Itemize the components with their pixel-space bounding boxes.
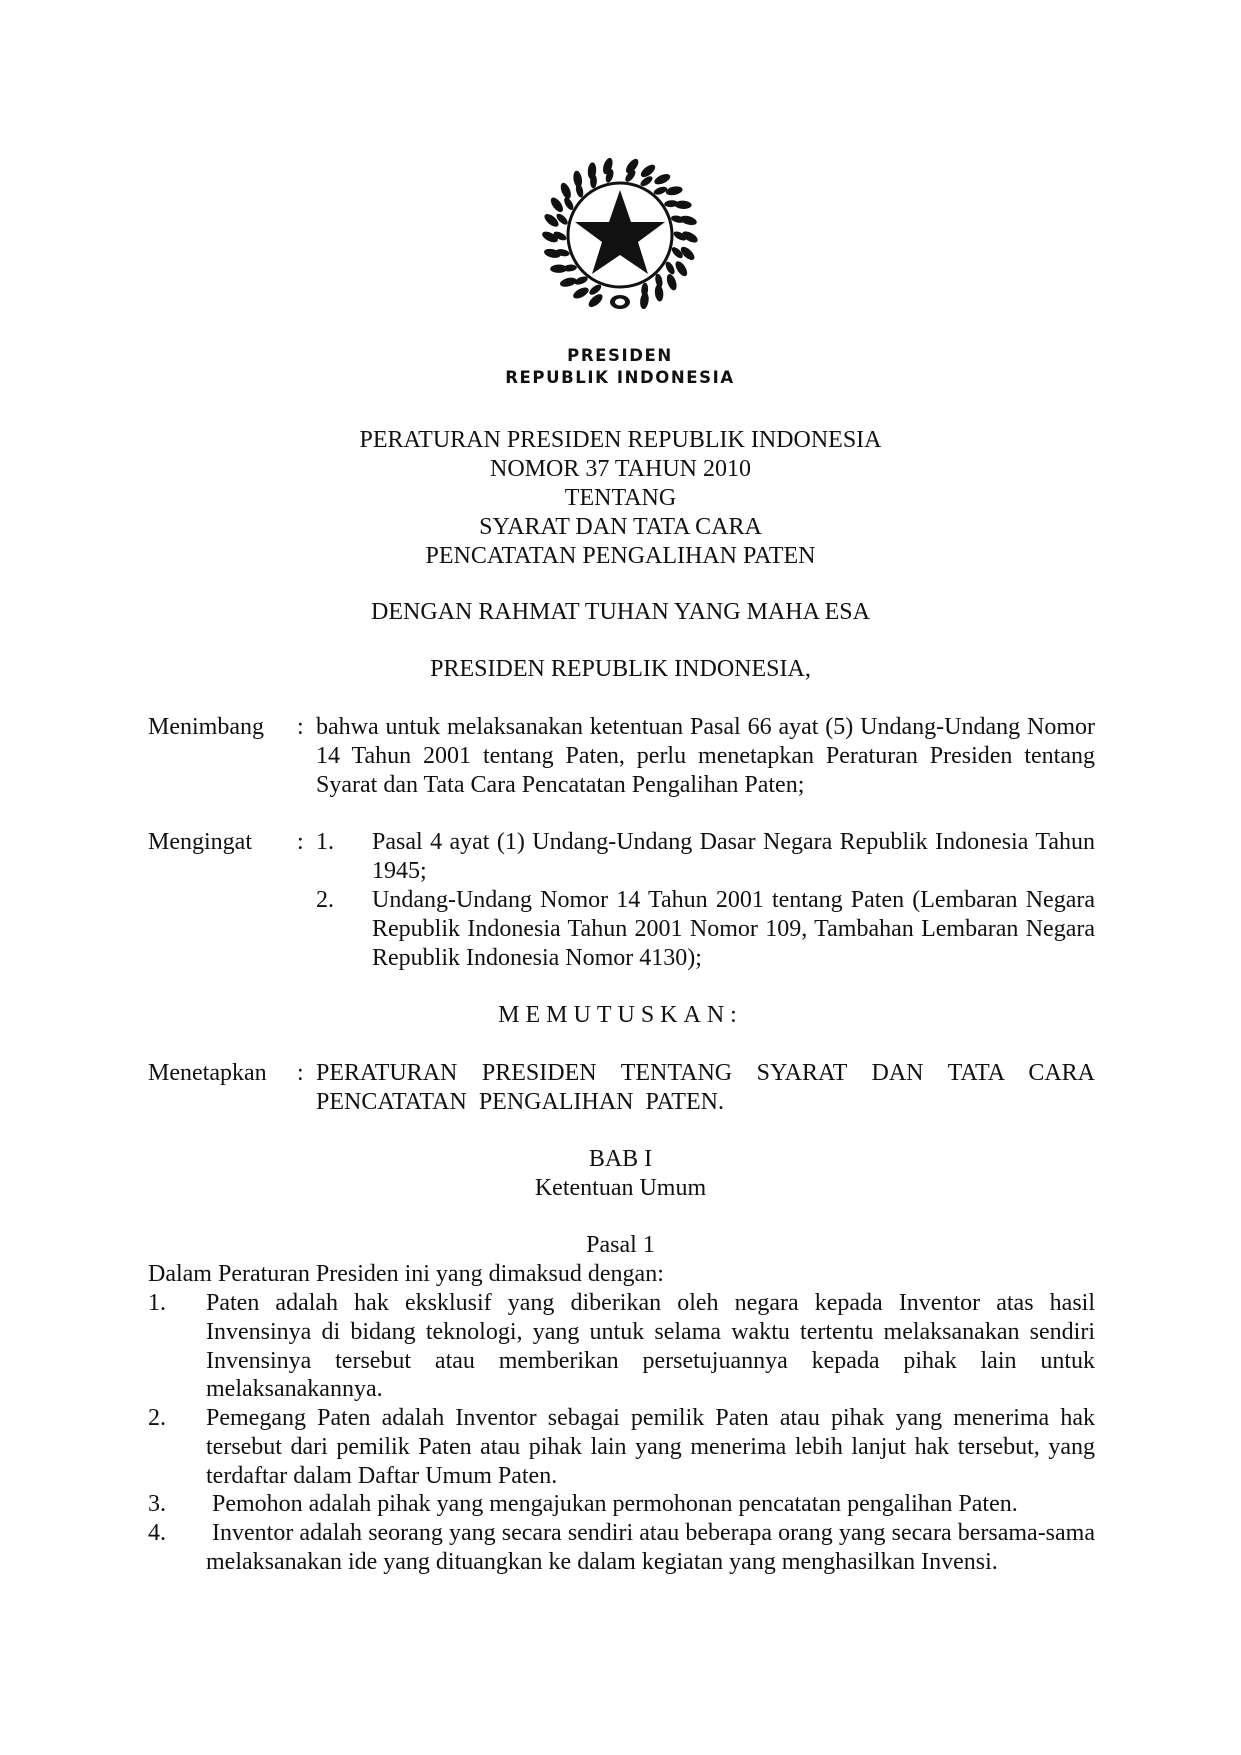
presidential-emblem-icon xyxy=(537,152,703,318)
office-title-line2: REPUBLIK INDONESIA xyxy=(505,368,735,387)
president-line: PRESIDEN REPUBLIK INDONESIA, xyxy=(430,656,811,682)
chapter-number: BAB I xyxy=(588,1146,653,1172)
article-title: Pasal 1 xyxy=(586,1232,655,1258)
regulation-subject-line2: PENCATATAN PENGALIHAN PATEN xyxy=(425,543,816,569)
regulation-subject-line1: SYARAT DAN TATA CARA xyxy=(479,514,762,540)
definition-text: Inventor adalah seorang yang secara sendiri atau beberapa orang yang secara bersama-sama melaksanakan ide yang dituangkan ke dalam kegiatan yang menghasilkan Invensi. xyxy=(206,1520,1095,1575)
mengingat-colon: : xyxy=(297,829,304,855)
mengingat-item-text: Pasal 4 ayat (1) Undang-Undang Dasar Negara Republik Indonesia Tahun 1945; xyxy=(372,829,1095,884)
menetapkan-text: PERATURAN PRESIDEN TENTANG SYARAT DAN TATA CARA PENCATATAN PENGALIHAN PATEN. xyxy=(316,1060,1095,1115)
definition-number: 2. xyxy=(148,1405,166,1431)
menimbang-label: Menimbang xyxy=(148,714,264,740)
definition-text: Pemohon adalah pihak yang mengajukan permohonan pencatatan pengalihan Paten. xyxy=(212,1491,1018,1517)
chapter-title: Ketentuan Umum xyxy=(534,1175,707,1201)
menimbang-colon: : xyxy=(297,714,304,740)
definition-number: 4. xyxy=(148,1520,166,1546)
mengingat-item-number: 1. xyxy=(316,829,334,855)
definition-text: Pemegang Paten adalah Inventor sebagai pemilik Paten atau pihak yang menerima hak tersebut dari pemilik Paten atau pihak lain yang menerima lebih lanjut hak tersebut, yang terdaftar dalam Daftar Umum Paten. xyxy=(206,1405,1095,1489)
office-title-line1: PRESIDEN xyxy=(567,346,673,365)
regulation-number: NOMOR 37 TAHUN 2010 xyxy=(490,456,751,482)
menimbang-text: bahwa untuk melaksanakan ketentuan Pasal 66 ayat (5) Undang-Undang Nomor 14 Tahun 2001 tentang Paten, perlu menetapkan Peraturan Presiden tentang Syarat dan Tata Cara Pencatatan Pengalihan Paten; xyxy=(316,714,1095,798)
mengingat-label: Mengingat xyxy=(148,829,252,855)
mengingat-item-text: Undang-Undang Nomor 14 Tahun 2001 tentang Paten (Lembaran Negara Republik Indonesia Tahun 2001 Nomor 109, Tambahan Lembaran Negara Republik Indonesia Nomor 4130); xyxy=(372,887,1095,971)
article-intro: Dalam Peraturan Presiden ini yang dimaksud dengan: xyxy=(148,1261,664,1287)
definition-number: 1. xyxy=(148,1290,166,1316)
menetapkan-label: Menetapkan xyxy=(148,1060,267,1086)
definition-number: 3. xyxy=(148,1491,166,1517)
definition-text: Paten adalah hak eksklusif yang diberikan oleh negara kepada Inventor atas hasil Invensinya di bidang teknologi, yang untuk selama waktu tertentu melaksanakan sendiri Invensinya tersebut atau memberikan persetujuannya kepada pihak lain untuk melaksanakannya. xyxy=(206,1290,1095,1403)
blessing-line: DENGAN RAHMAT TUHAN YANG MAHA ESA xyxy=(371,599,870,625)
regulation-title: PERATURAN PRESIDEN REPUBLIK INDONESIA xyxy=(359,427,882,453)
regulation-about: TENTANG xyxy=(564,485,677,511)
mengingat-item-number: 2. xyxy=(316,887,334,913)
menetapkan-colon: : xyxy=(297,1060,304,1086)
memutuskan-heading: MEMUTUSKAN: xyxy=(498,1002,743,1028)
